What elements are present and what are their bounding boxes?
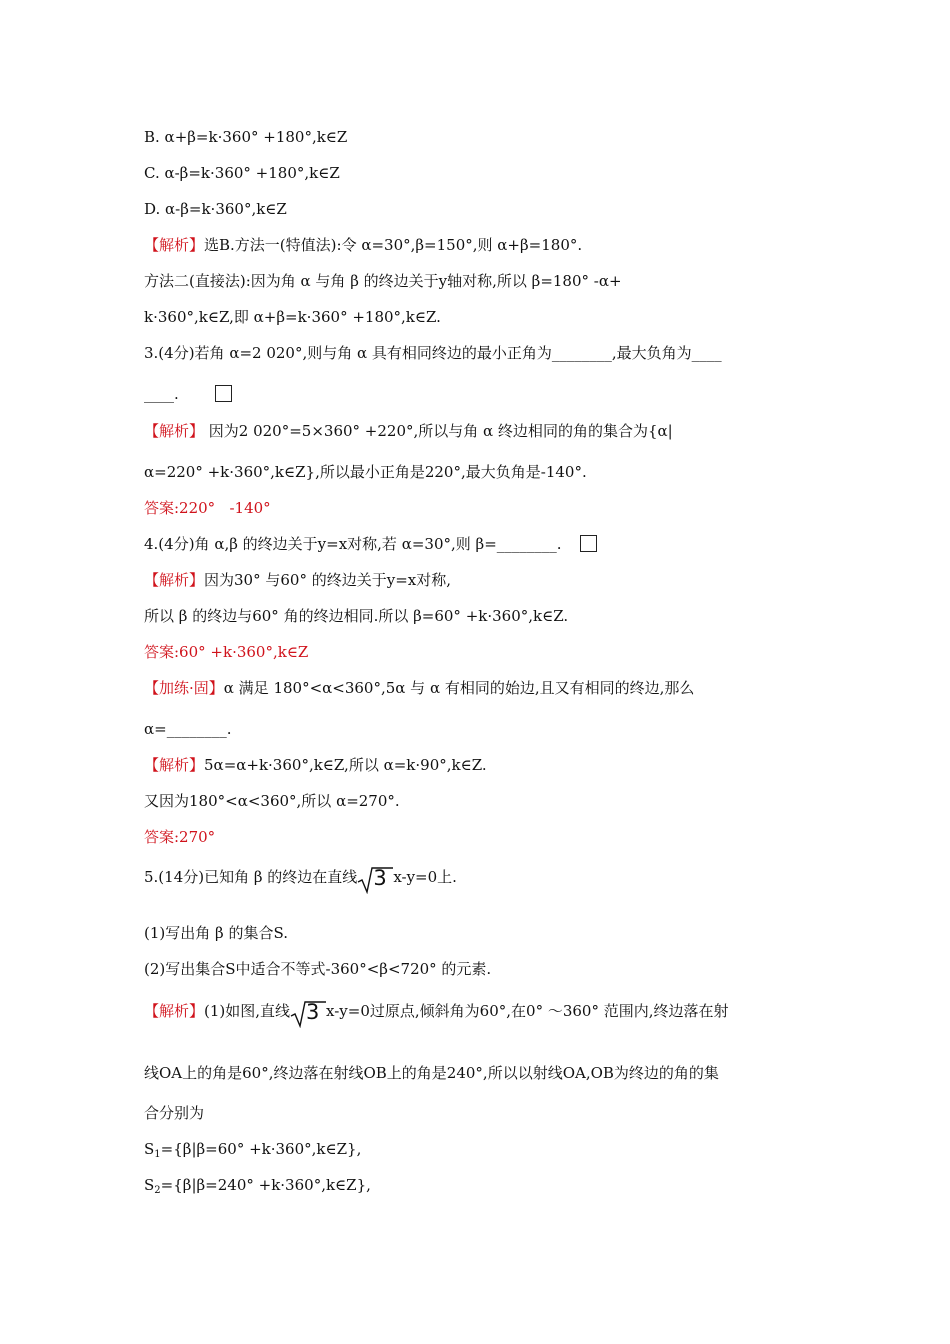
set-s1: $S_1=\{\beta|\beta=60^\circ$ +k·360°,k∈Z},: [144, 1140, 362, 1160]
question-3-cont: ____.: [144, 384, 232, 404]
analysis-4: 【解析】因为30° 与60° 的终边关于y=x对称,: [144, 571, 451, 589]
analysis-2: 【解析】选B.方法一(特值法):令 α=30°,β=150°,则 α+β=180°.: [144, 236, 583, 254]
question-4: 4.(4分)角 α,β 的终边关于y=x对称,若 α=30°,则 β=________.: [144, 534, 597, 554]
analysis-5-cont2: 合分别为: [144, 1104, 205, 1122]
question-5: 5.(14分)已知角 β 的终边在直线 3 x-y=0上.: [144, 866, 457, 890]
analysis-extra-cont: 又因为180°<α<360°,所以 α=270°.: [144, 792, 400, 810]
extra-practice-cont: α=________.: [144, 720, 232, 738]
set-s2: $S_2=\{\beta|\beta=240^\circ$ +k·360°,k∈Z},: [144, 1176, 371, 1196]
option-d: D. α-β=k·360°,k∈Z: [144, 200, 287, 218]
analysis-2-method2: 方法二(直接法):因为角 α 与角 β 的终边关于y轴对称,所以 β=180° -α+: [144, 272, 622, 290]
question-3: 3.(4分)若角 α=2 020°,则与角 α 具有相同终边的最小正角为________,最大负角为____: [144, 344, 722, 362]
analysis-3: 【解析】 因为2 020°=5×360° +220°,所以与角 α 终边相同的角的集合为{α|: [144, 422, 673, 440]
analysis-3-cont: α=220° +k·360°,k∈Z},所以最小正角是220°,最大负角是-140°.: [144, 463, 587, 481]
analysis-tag: 【解析】: [144, 756, 205, 774]
checkbox-icon[interactable]: [215, 385, 232, 402]
question-5-part2: (2)写出集合S中适合不等式-360°<β<720° 的元素.: [144, 960, 492, 978]
sqrt-symbol: 3: [290, 1000, 326, 1026]
analysis-tag: 【解析】: [144, 236, 205, 254]
analysis-2-cont: k·360°,k∈Z,即 α+β=k·360° +180°,k∈Z.: [144, 308, 441, 326]
extra-practice-tag: 【加练·固】: [144, 679, 224, 697]
sqrt-symbol: 3: [357, 866, 393, 892]
option-c: C. α-β=k·360° +180°,k∈Z: [144, 164, 340, 182]
analysis-4-cont: 所以 β 的终边与60° 角的终边相同.所以 β=60° +k·360°,k∈Z.: [144, 607, 569, 625]
answer-extra: 答案:270°: [144, 828, 216, 846]
analysis-tag: 【解析】: [144, 571, 205, 589]
answer-3: 答案:220° -140°: [144, 499, 271, 517]
analysis-tag: 【解析】: [144, 422, 205, 440]
question-5-part1: (1)写出角 β 的集合S.: [144, 924, 288, 942]
option-b: B. α+β=k·360° +180°,k∈Z: [144, 128, 348, 146]
analysis-extra: 【解析】5α=α+k·360°,k∈Z,所以 α=k·90°,k∈Z.: [144, 756, 487, 774]
analysis-5-cont: 线OA上的角是60°,终边落在射线OB上的角是240°,所以以射线OA,OB为终边的角的集: [144, 1064, 719, 1082]
extra-practice: 【加练·固】α 满足 180°<α<360°,5α 与 α 有相同的始边,且又有相同的终边,那么: [144, 679, 695, 697]
checkbox-icon[interactable]: [580, 535, 597, 552]
answer-4: 答案:60° +k·360°,k∈Z: [144, 643, 309, 661]
analysis-5: 【解析】(1)如图,直线 3 x-y=0过原点,倾斜角为60°,在0° ～360° 范围内,终边落在射: [144, 1000, 729, 1024]
analysis-tag: 【解析】: [144, 1002, 205, 1020]
